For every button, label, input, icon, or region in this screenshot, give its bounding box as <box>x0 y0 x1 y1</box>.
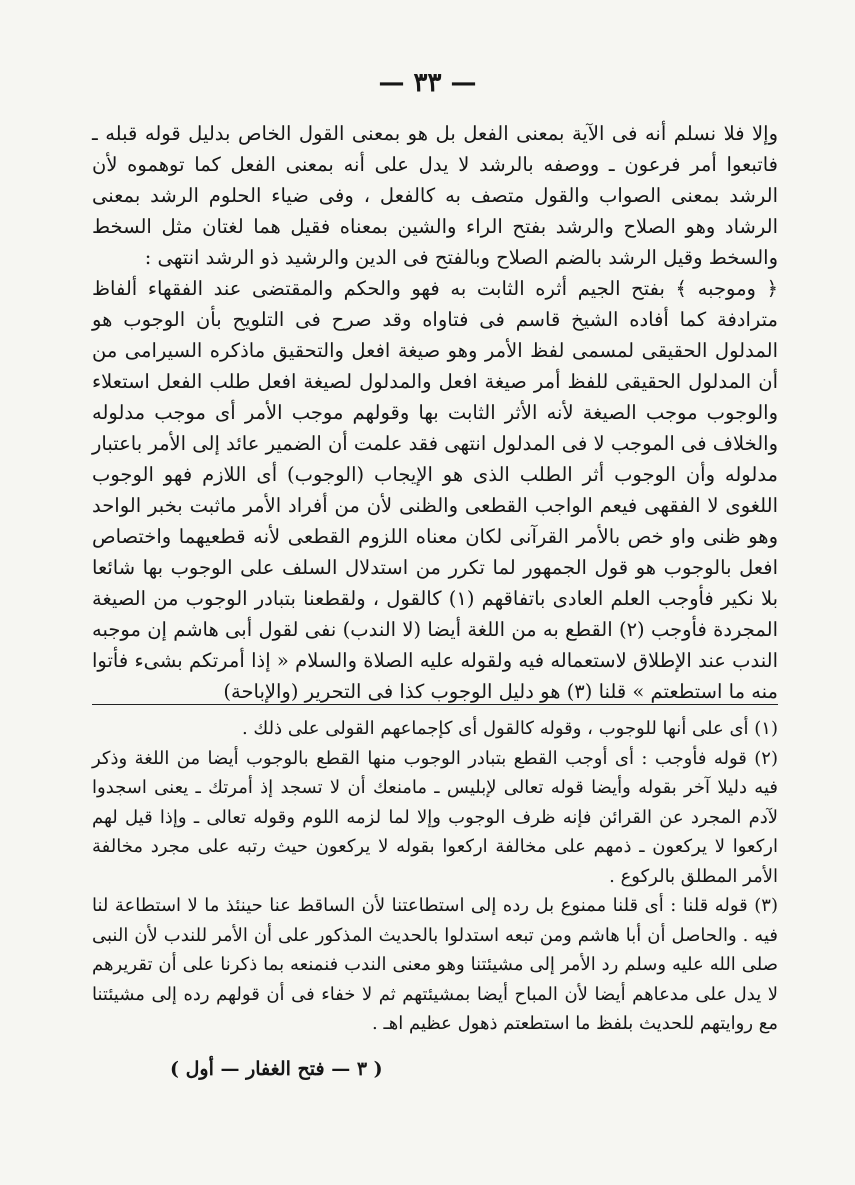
footnote-3: (٣) قوله قلنا : أى قلنا ممنوع بل رده إلى استطاعتنا لأن الساقط عنا حينئذ ما لا استطاعة لنا فيه . والحاصل أن أبا هاشم ومن تبعه استدلوا بالحديث المذكور على أن الأمر للندب لأن النبى صلى الله عليه وسلم رد الأمر إلى مشيئتنا وهو معنى الندب فنمنعه بما ذكرنا على أن تقريرهم لا يدل على مدعاهم أيضا لأن المباح أيضا بمشيئتهم ثم لا خفاء فى أن قولهم رده إلى مشيئتنا مع روايتهم للحديث بلفظ ما استطعتم ذهول عظيم اهـ . <box>92 895 778 1034</box>
footnote-2: (٢) قوله فأوجب : أى أوجب القطع بتبادر الوجوب منها القطع بالوجوب أيضا من اللغة وذكر فيه دليلا آخر بقوله وأيضا قوله تعالى لإبليس ـ مامنعك أن لا تسجد إذ أمرتك ـ يعنى اسجدوا لآدم المجرد عن القرائن فإنه ظرف الوجوب وإلا لما لزمه اللوم وقوله تعالى ـ وإذا قيل لهم اركعوا لا يركعون ـ ذمهم على مخالفة اركعوا بقوله لا يركعون حيث رتبه على مجرد مخالفة الأمر المطلق بالركوع . <box>92 747 778 887</box>
signature-mark: ( ٣ — فتح الغفار — أول ) <box>170 1058 383 1080</box>
main-text-block <box>92 118 778 707</box>
footnote-divider <box>92 704 778 705</box>
page-number: — ٣٣ — <box>378 68 477 98</box>
footnotes-block <box>92 714 778 1039</box>
footnote-1: (١) أى على أنها للوجوب ، وقوله كالقول أى كإجماعهم القولى على ذلك . <box>241 718 778 739</box>
main-paragraph: وإلا فلا نسلم أنه فى الآية بمعنى الفعل بل هو بمعنى القول الخاص بدليل قوله قبله ـ فاتبعوا أمر فرعون ـ ووصفه بالرشد لا يدل على أنه بمعنى الفعل كما توهموه لأن الرشد بمعنى الصواب والقول متصف به كالفعل ، وفى ضياء الحلوم الرشد بمعنى الرشاد وهو الصلاح والرشد بفتح الراء والشين بمعناه فقيل هما لغتان مثل السخط والسخط وقيل الرشد بالضم الصلاح وبالفتح فى الدين والرشيد ذو الرشد انتهى : <box>92 122 778 269</box>
main-paragraph: ﴿ وموجبه ﴾ بفتح الجيم أثره الثابت به فهو والحكم والمقتضى عند الفقهاء ألفاظ مترادفة كما أفاده الشيخ قاسم فى فتاواه وقد صرح فى التلويح بأن الوجوب هو المدلول الحقيقى لمسمى لفظ الأمر وهو صيغة افعل والتحقيق ماذكره السيرامى من أن المدلول الحقيقى للفظ أمر صيغة افعل والمدلول لصيغة افعل طلب الفعل استعلاء والوجوب موجب الصيغة لأنه الأثر الثابت بها وقولهم موجب الأمر أى موجب مدلوله والخلاف فى الموجب لا فى المدلول انتهى فقد علمت أن الضمير عائد إلى الأمر باعتبار مدلوله وأن الوجوب أثر الطلب الذى هو الإيجاب (الوجوب) أى اللازم فهو الوجوب اللغوى لا الفقهى فيعم الواجب القطعى والظنى لأن من أفراد الأمر ماثبت بخبر الواحد وهو ظنى واو خص بالأمر القرآنى لكان معناه اللزوم القطعى لأنه قطعيهما واختصاص افعل بالوجوب هو قول الجمهور لما تكرر من استدلال السلف على الوجوب بها شائعا بلا نكير فأوجب العلم العادى باتفاقهم (١) كالقول ، ولقطعنا بتبادر الوجوب من الصيغة المجردة فأوجب (٢) القطع به من اللغة أيضا (لا الندب) نفى لقول أبى هاشم إن موجبه الندب عند الإطلاق لاستعماله فيه ولقوله عليه الصلاة والسلام « إذا أمرتكم بشىء فأتوا منه ما استطعتم » قلنا (٣) هو دليل الوجوب كذا فى التحرير (والإباحة) <box>92 277 779 703</box>
